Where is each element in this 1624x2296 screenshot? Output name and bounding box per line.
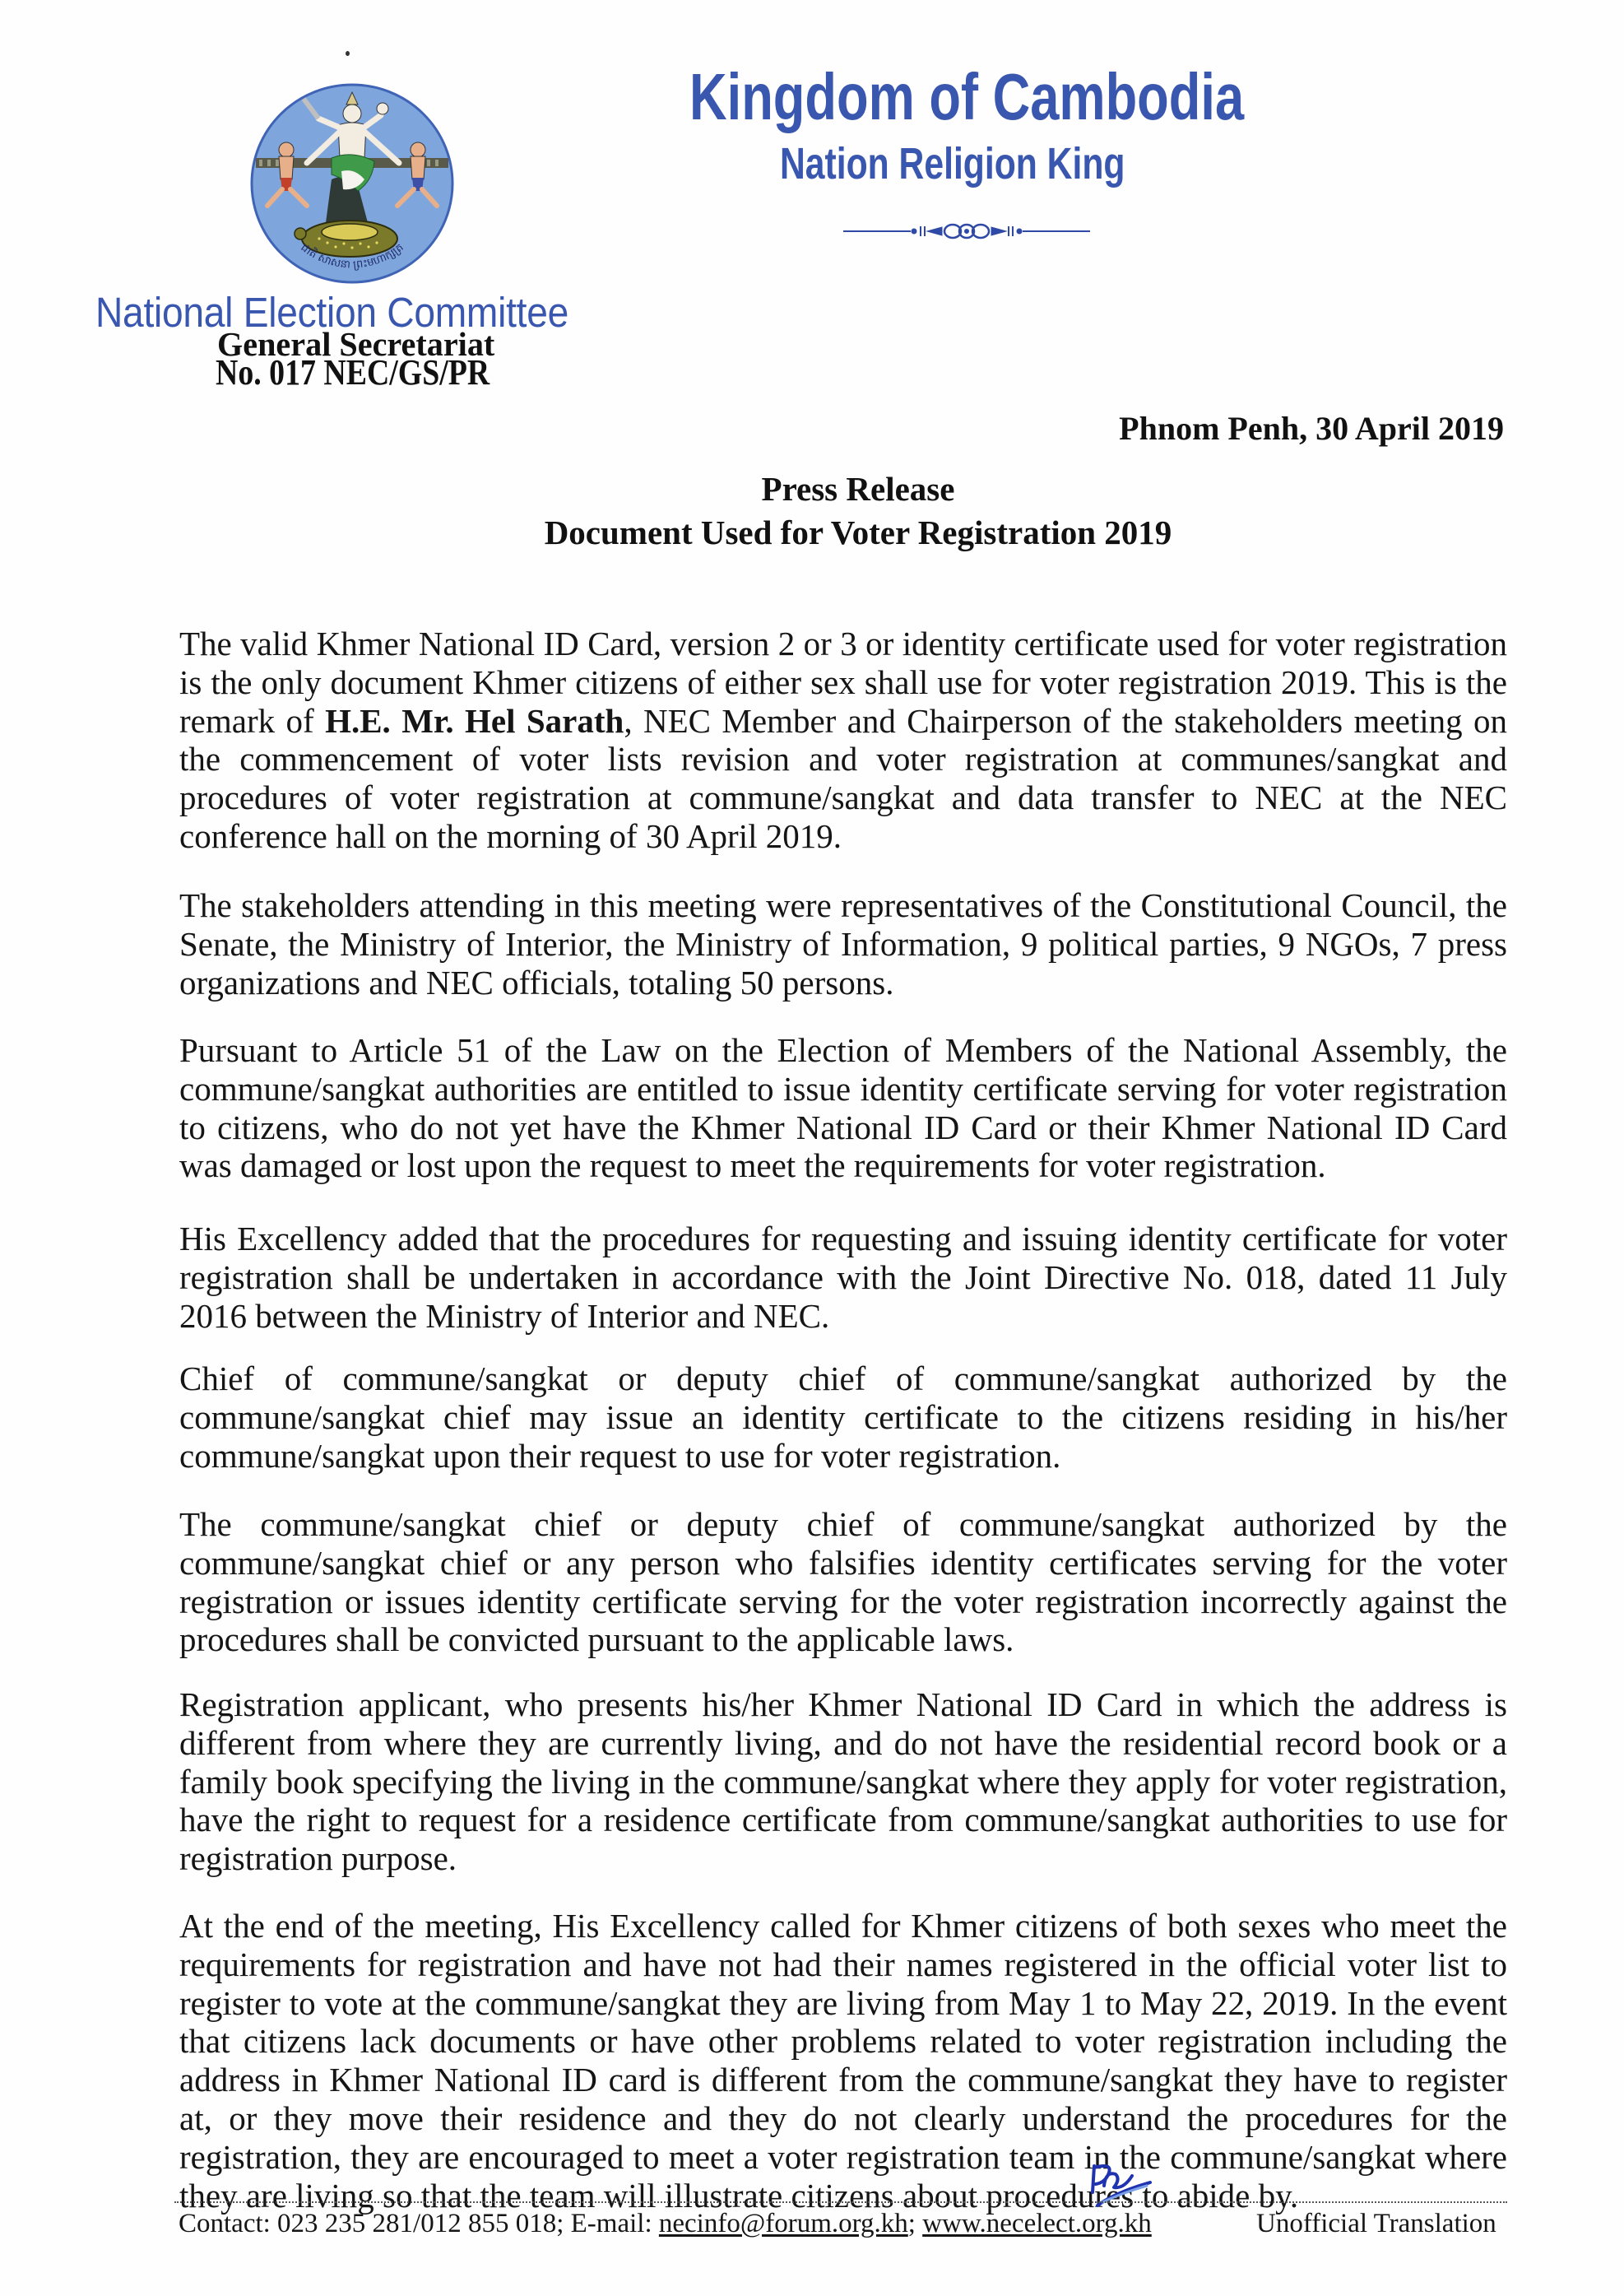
date-line: Phnom Penh, 30 April 2019	[1119, 410, 1504, 447]
scan-speck	[346, 51, 350, 56]
country-heading: Kingdom of Cambodia	[689, 60, 1245, 133]
footer-divider	[174, 2201, 1507, 2203]
email-link[interactable]: necinfo@forum.org.kh	[658, 2209, 908, 2238]
footer-contact	[179, 2207, 1152, 2240]
paragraph: His Excellency added that the procedures for requesting and issuing identity certificate for voter registration shall be undertaken in accordance with the Joint Directive No. 018, dated 11 July 2016 between the Ministry of Interior and NEC.	[179, 1220, 1507, 1335]
organization-name: National Election Committee	[95, 289, 569, 336]
paragraph-text: , NEC Member and Chairperson of the stakeholders meeting on the commencement of voter lists revision and voter registration at communes/sangkat and procedures of voter registration at commune/sangkat and data transfer to NEC at the NEC conference hall on the morning of 30 April 2019.	[179, 701, 1507, 855]
paragraph-text: The valid Khmer National ID Card, version 2 or 3 or identity certificate used for voter registration is the only document Khmer citizens of either sex shall use for voter registration 2019. This is the remark of	[179, 625, 1507, 740]
khmer-ornament-divider-icon	[843, 221, 1090, 242]
department-name: General Secretariat	[217, 325, 495, 363]
document-type-heading: Press Release	[761, 470, 955, 508]
paragraph: The commune/sangkat chief or deputy chief of commune/sangkat authorized by the commune/sangkat chief or any person who falsifies identity certificates serving for the voter registration or issues identity certificate serving for the voter registration incorrectly against the procedures shall be convicted pursuant to the applicable laws.	[179, 1505, 1507, 1659]
document-title: Document Used for Voter Registration 2019	[544, 514, 1172, 551]
speaker-name: H.E. Mr. Hel Sarath	[325, 701, 624, 740]
paragraph: Pursuant to Article 51 of the Law on the Election of Members of the National Assembly, the commune/sangkat authorities are entitled to issue identity certificate serving for voter registration to citizens, who do not yet have the Khmer National ID Card or their Khmer National ID Card was damaged or lost upon the request to meet the requirements for voter registration.	[179, 1031, 1507, 1185]
reference-number: No. 017 NEC/GS/PR	[216, 352, 490, 393]
paragraph: Chief of commune/sangkat or deputy chief of commune/sangkat authorized by the commune/sangkat chief may issue an identity certificate to the citizens residing in his/her commune/sangkat upon their request to use for voter registration.	[179, 1359, 1507, 1475]
paragraph	[179, 625, 1507, 856]
svg-text:ជាតិ សាសនា ព្រះមហាក្សត្រ: ជាតិ សាសនា ព្រះមហាក្សត្រ	[298, 241, 406, 272]
nec-emblem-icon	[249, 82, 455, 285]
unofficial-translation-note: Unofficial Translation	[1256, 2209, 1496, 2238]
separator: ;	[907, 2209, 923, 2238]
paragraph: Registration applicant, who presents his/her Khmer National ID Card in which the address is different from where they are currently living, and do not have the residential record book or a family book specifying the living in the commune/sangkat where they apply for voter registration, have the right to request for a residence certificate from commune/sangkat authorities to use for registration purpose.	[179, 1685, 1507, 1878]
contact-phone: Contact: 023 235 281/012 855 018; E-mail:	[179, 2209, 659, 2238]
paragraph: The stakeholders attending in this meeting were representatives of the Constitutional Council, the Senate, the Ministry of Interior, the Ministry of Information, 9 political parties, 9 NGOs, 7 press organizations and NEC officials, totaling 50 persons.	[179, 886, 1507, 1002]
national-motto: Nation Religion King	[780, 139, 1125, 188]
website-link[interactable]: www.necelect.org.kh	[922, 2209, 1152, 2238]
paragraph: At the end of the meeting, His Excellency called for Khmer citizens of both sexes who meet the requirements for registration and have not had their names registered in the official voter list to register to vote at the commune/sangkat they are living from May 1 to May 22, 2019. In the event that citizens lack documents or have other problems related to voter registration including the address in Khmer National ID card is different from the commune/sangkat they have to register at, or they move their residence and they do not clearly understand the procedures for the registration, they are encouraged to meet a voter registration team in the commune/sangkat where they are living so that the team will illustrate citizens about procedures to abide by.	[179, 1907, 1507, 2215]
